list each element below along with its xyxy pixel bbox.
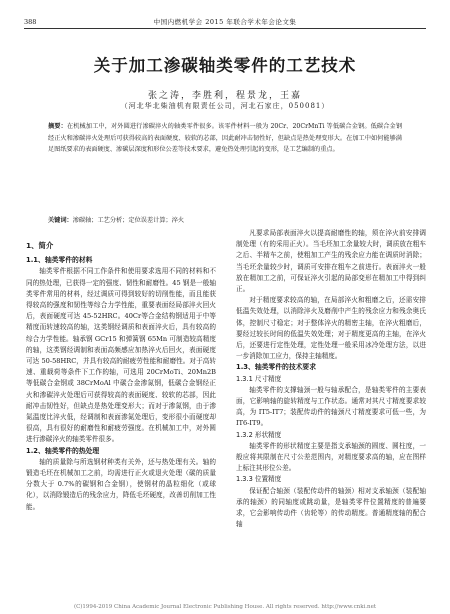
right-column: [236, 228, 426, 530]
left-column: [26, 236, 216, 513]
paragraph: 轴类零件的支撑轴颈一般与轴承配合，是轴类零件的主要表面，它影响轴的旋转精度与工作状态。通常对其尺寸精度要求较高，为 IT5-IT7；装配传动件的轴颈尺寸精度要求可低一些，为IT6-IT9。: [236, 385, 426, 428]
section-heading: 1、简介: [26, 241, 54, 250]
subsection-heading: 1.3、轴类零件的技术要求: [236, 363, 317, 372]
subsection-heading: 1.2、轴类零件的热处理: [26, 446, 100, 455]
paper-title: 关于加工渗碳轴类零件的工艺技术: [93, 56, 357, 75]
subsubsection-heading: 1.3.3 位置精度: [236, 475, 282, 484]
keywords-label: 关键词：: [48, 217, 73, 224]
subsubsection-heading: 1.3.1 尺寸精度: [236, 374, 282, 383]
paragraph: 轴类零件根据不同工作条件和使用要求选用不同的材料和不同的热处理，已获得一定的强度、韧性和耐磨性。45 钢是一般轴类零件常用的材料，经过调质可得到较好的切削性能，而且能获得较高的强度和韧性等综合力学性能，重要表面经局部淬火回火后，表面硬度可达 45-52HRC。40Cr等合金结构钢适用于中等精度而转速较高的轴，这类钢经调质和表面淬火后，具有较高的综合力学性能。轴承钢 GCr15 和弹簧钢 65Mn 可制造较高精度的轴，这类钢经调制和表面高频感应加热淬火后回火，表面硬度可达 50-58HRC，并具有较高的耐疲劳性能和耐磨性。对于高转速、重载荷等条件下工作的轴，可选用 20CrMoTi、20Mn2B 等低碳合金钢或 38CrMoAl 中碳合金渗氮钢，低碳合金钢经正火和渗碳淬火处理后可获得较高的表面硬度、较软的芯部，因此耐冲击韧性好，但缺点是热处理变形大；而对于渗氮钢，由于渗氮温度比淬火低，经调制和表面渗氮处理后，变形很小而硬度却很高，具有很好的耐磨性和耐疲劳强度。在机械加工中，对外圆进行渗碳淬火的轴类零件很多。: [26, 267, 216, 444]
page-number: 388: [24, 18, 37, 26]
paragraph: 对于精度要求较高的轴，在局部淬火和粗磨之后，还需安排低温失效处理，以消除淬火及磨削中产生的残余应力和残余奥氏体，控制尺寸稳定；对于整体淬火的精密主轴，在淬火粗磨后，要经过较长时间的低温失效处理；对于精度更高的主轴，在淬火后，还要进行定性处理，定性处理一般采用冰冷处理方法，以进一步消除加工应力，保持主轴精度。: [236, 296, 426, 361]
paragraph: 凡要求局部表面淬火以提高耐磨性的轴，须在淬火前安排调制处理（有的采用正火）。当毛坯加工余量较大时，调质放在粗车之后、半精车之前，使粗加工产生的残余应力能在调质时消除；当毛坯余量较少时，调质可安排在粗车之前进行。表面淬火一般放在精加工之前，可保证淬火引起的局部变形在精加工中得到纠正。: [236, 229, 426, 294]
copyright-footer: (C)1994-2019 China Academic Journal Electronic Publishing House. All rights reserved. http://www.cnki.net: [73, 604, 377, 610]
keywords: [48, 216, 402, 226]
paragraph: 保证配合轴颈（装配传动件的轴颈）相对支承轴颈（装配轴承的轴颈）的同轴度或跳动量，是轴类零件位置精度的普遍要求，它会影响传动件（齿轮等）的传动精度。普通精度轴的配合轴: [236, 486, 426, 529]
keywords-text: 渗碳轴；工艺分析；定位误差计算；淬火: [72, 217, 185, 224]
abstract-label: 摘要：: [48, 123, 67, 130]
paragraph: 轴的质量除与所选钢材种类有关外，还与热处理有关。轴的锻造毛坯在机械加工之前，均需进行正火或退火处理（碳的质量分数大于 0.7%的碳钢和合金钢），使钢材的晶粒细化（或球化），以消除锻造后的残余应力，降低毛坯硬度，改善切削加工性能。: [26, 457, 216, 511]
paragraph: 轴类零件的形状精度主要是指支承轴颈的圆度、圆柱度，一般应将其限制在尺寸公差范围内，对精度要求高的轴，应在图样上标注其形位公差。: [236, 441, 426, 473]
running-header: [24, 14, 426, 26]
authors: 张之涛，李胜利，程景龙，王嘉: [147, 91, 302, 101]
subsection-heading: 1.1、轴类零件的材料: [26, 256, 93, 265]
abstract-text: 在机械加工中，对外圆进行渗碳淬火的轴类零件很多。该零件材料一般为 20Cr、20CrMnTi 等低碳合金钢。低碳合金钢经正火和渗碳淬火处理后可获得较高的表面硬度、较软的芯部，因此耐冲击韧性好，但缺点是热处理变形大。在加工中如何能够满足图纸要求的表面硬度、渗碳层深度和形位公差等技术要求，避免热处理引起的变形，是工艺编制的重点。: [48, 123, 403, 153]
journal-name: 中国内燃机学会 2015 年联合学术年会论文集: [153, 18, 297, 26]
header-rule: [24, 28, 426, 29]
abstract: [48, 121, 402, 156]
affiliation: （河北华北柴油机有限责任公司，河北石家庄，050081）: [120, 102, 330, 110]
subsubsection-heading: 1.3.2 形状精度: [236, 430, 282, 439]
